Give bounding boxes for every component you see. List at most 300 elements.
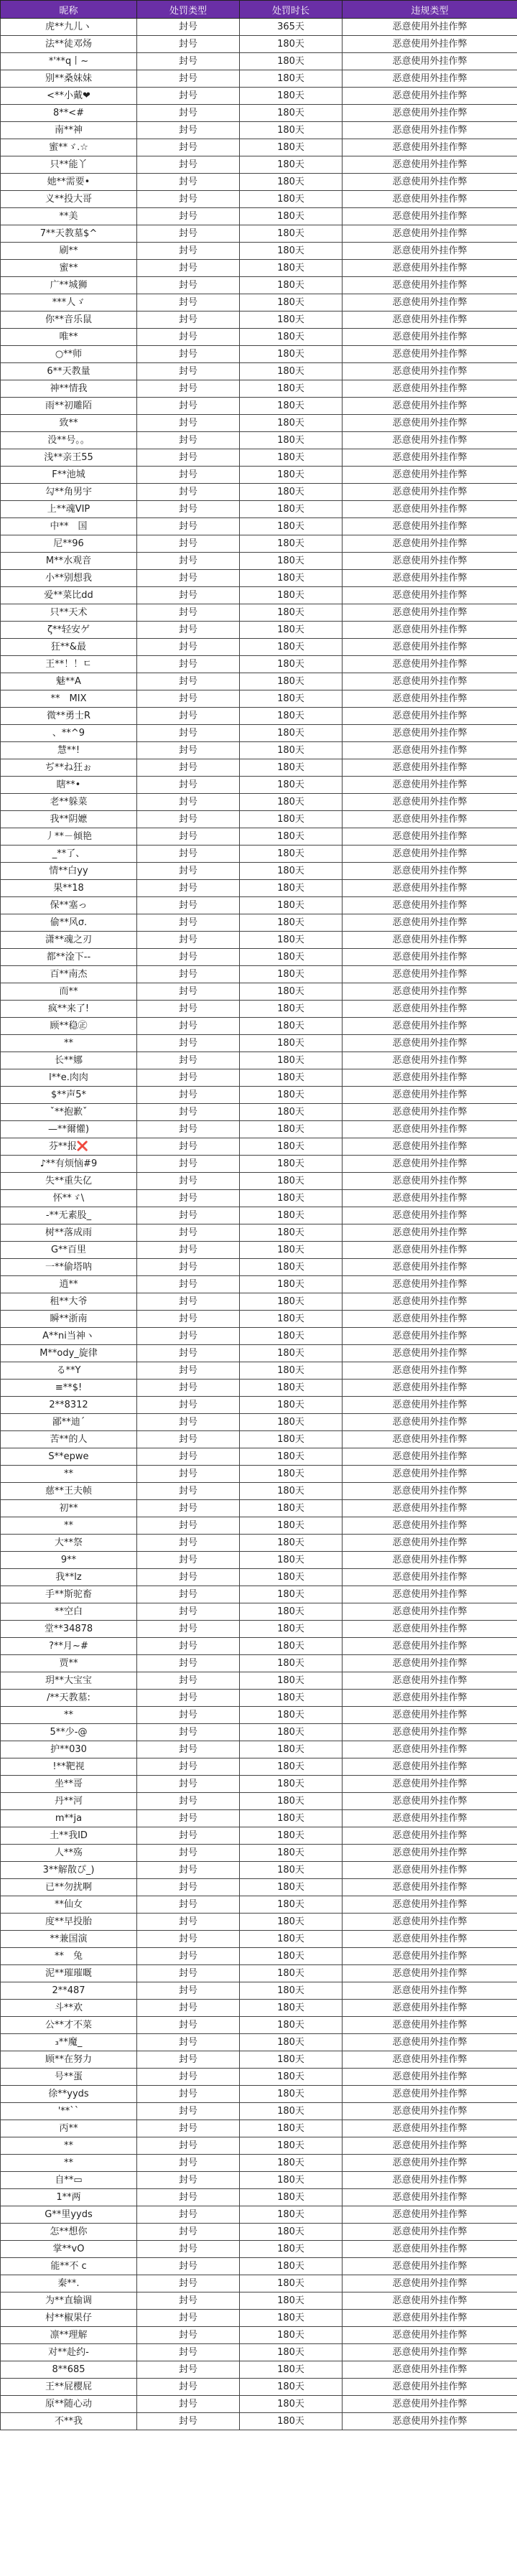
cell-duration: 180天 (240, 863, 343, 880)
cell-violation: 恶意使用外挂作弊 (343, 742, 517, 759)
cell-punish-type: 封号 (137, 1380, 240, 1397)
cell-violation: 恶意使用外挂作弊 (343, 2137, 517, 2155)
cell-duration: 365天 (240, 19, 343, 36)
cell-violation: 恶意使用外挂作弊 (343, 1965, 517, 1982)
cell-nickname: '**ˋ` (1, 2103, 137, 2120)
cell-violation: 恶意使用外挂作弊 (343, 208, 517, 225)
cell-duration: 180天 (240, 1328, 343, 1345)
table-row (1, 1810, 517, 1827)
cell-duration: 180天 (240, 880, 343, 897)
cell-punish-type: 封号 (137, 346, 240, 363)
cell-punish-type: 封号 (137, 53, 240, 70)
cell-punish-type: 封号 (137, 1810, 240, 1827)
table-row (1, 294, 517, 312)
cell-duration: 180天 (240, 2069, 343, 2086)
cell-nickname: 而** (1, 983, 137, 1001)
table-row (1, 1448, 517, 1466)
table-row (1, 1724, 517, 1741)
cell-punish-type: 封号 (137, 966, 240, 983)
cell-punish-type: 封号 (137, 19, 240, 36)
cell-nickname: 魅**A (1, 673, 137, 690)
cell-nickname: 6**天教量 (1, 363, 137, 380)
cell-duration: 180天 (240, 225, 343, 243)
header-punish-type: 处罚类型 (137, 1, 240, 19)
cell-duration: 180天 (240, 1672, 343, 1690)
cell-nickname: <**小戴❤ (1, 88, 137, 105)
cell-violation: 恶意使用外挂作弊 (343, 260, 517, 277)
cell-nickname: 王**！！ㄷ (1, 656, 137, 673)
cell-duration: 180天 (240, 329, 343, 346)
cell-duration: 180天 (240, 277, 343, 294)
table-row (1, 191, 517, 208)
header-violation: 违规类型 (343, 1, 517, 19)
cell-duration: 180天 (240, 1982, 343, 2000)
cell-duration: 180天 (240, 570, 343, 587)
cell-punish-type: 封号 (137, 2258, 240, 2275)
table-row (1, 1224, 517, 1242)
cell-duration: 180天 (240, 105, 343, 122)
cell-violation: 恶意使用外挂作弊 (343, 2310, 517, 2327)
cell-nickname: 爱**菜比dd (1, 587, 137, 604)
cell-nickname: 雨**初雕陌 (1, 398, 137, 415)
table-row (1, 1707, 517, 1724)
cell-punish-type: 封号 (137, 1138, 240, 1156)
table-row (1, 19, 517, 36)
table-row (1, 36, 517, 53)
cell-violation: 恶意使用外挂作弊 (343, 639, 517, 656)
cell-nickname: M**水观音 (1, 553, 137, 570)
cell-violation: 恶意使用外挂作弊 (343, 1776, 517, 1793)
table-row (1, 1845, 517, 1862)
cell-nickname: 8**685 (1, 2361, 137, 2379)
cell-punish-type: 封号 (137, 449, 240, 467)
cell-duration: 180天 (240, 983, 343, 1001)
cell-violation: 恶意使用外挂作弊 (343, 2189, 517, 2206)
table-row (1, 1517, 517, 1535)
cell-nickname: 她**需要• (1, 174, 137, 191)
cell-duration: 180天 (240, 966, 343, 983)
table-row (1, 2086, 517, 2103)
cell-punish-type: 封号 (137, 225, 240, 243)
cell-punish-type: 封号 (137, 1242, 240, 1259)
cell-violation: 恶意使用外挂作弊 (343, 380, 517, 398)
cell-nickname: 义**投大哥 (1, 191, 137, 208)
cell-duration: 180天 (240, 2137, 343, 2155)
table-row (1, 914, 517, 932)
cell-duration: 180天 (240, 398, 343, 415)
cell-duration: 180天 (240, 380, 343, 398)
cell-nickname: ぢ**ね狂ぉ (1, 759, 137, 777)
cell-nickname: 潇**魂之刃 (1, 932, 137, 949)
cell-duration: 180天 (240, 2034, 343, 2051)
cell-nickname: 丙** (1, 2120, 137, 2137)
cell-punish-type: 封号 (137, 1672, 240, 1690)
cell-nickname: 堂**34878 (1, 1621, 137, 1638)
cell-nickname: 原**随心动 (1, 2396, 137, 2413)
cell-nickname: 公**才不菜 (1, 2017, 137, 2034)
cell-violation: 恶意使用外挂作弊 (343, 1069, 517, 1087)
cell-punish-type: 封号 (137, 863, 240, 880)
cell-duration: 180天 (240, 156, 343, 174)
cell-duration: 180天 (240, 1224, 343, 1242)
cell-punish-type: 封号 (137, 1603, 240, 1621)
cell-violation: 恶意使用外挂作弊 (343, 1224, 517, 1242)
cell-nickname: 度**早投胎 (1, 1914, 137, 1931)
cell-punish-type: 封号 (137, 1638, 240, 1655)
table-row (1, 1311, 517, 1328)
cell-punish-type: 封号 (137, 1328, 240, 1345)
cell-violation: 恶意使用外挂作弊 (343, 1190, 517, 1207)
cell-punish-type: 封号 (137, 1879, 240, 1896)
cell-punish-type: 封号 (137, 1001, 240, 1018)
cell-nickname: 中** 国 (1, 518, 137, 535)
cell-nickname: ♪**有烦恼#9 (1, 1156, 137, 1173)
cell-violation: 恶意使用外挂作弊 (343, 725, 517, 742)
cell-violation: 恶意使用外挂作弊 (343, 1931, 517, 1948)
cell-nickname: る**Y (1, 1362, 137, 1380)
table-row (1, 553, 517, 570)
cell-duration: 180天 (240, 2224, 343, 2241)
cell-punish-type: 封号 (137, 1293, 240, 1311)
cell-duration: 180天 (240, 1707, 343, 1724)
cell-punish-type: 封号 (137, 329, 240, 346)
table-row (1, 2224, 517, 2241)
cell-violation: 恶意使用外挂作弊 (343, 88, 517, 105)
table-row (1, 2258, 517, 2275)
table-row (1, 811, 517, 828)
cell-nickname: ** MIX (1, 690, 137, 708)
cell-duration: 180天 (240, 2344, 343, 2361)
cell-punish-type: 封号 (137, 1982, 240, 2000)
table-row (1, 518, 517, 535)
table-row (1, 983, 517, 1001)
cell-violation: 恶意使用外挂作弊 (343, 277, 517, 294)
cell-nickname: 5**少-@ (1, 1724, 137, 1741)
table-row (1, 2069, 517, 2086)
cell-duration: 180天 (240, 1018, 343, 1035)
cell-nickname: **空白 (1, 1603, 137, 1621)
cell-punish-type: 封号 (137, 1448, 240, 1466)
cell-violation: 恶意使用外挂作弊 (343, 1259, 517, 1276)
cell-duration: 180天 (240, 2310, 343, 2327)
table-row (1, 380, 517, 398)
cell-punish-type: 封号 (137, 518, 240, 535)
table-row (1, 2206, 517, 2224)
table-row (1, 2379, 517, 2396)
cell-nickname: 号**蛋 (1, 2069, 137, 2086)
cell-nickname: l**e.肉肉 (1, 1069, 137, 1087)
cell-punish-type: 封号 (137, 1483, 240, 1500)
cell-nickname: —**爾懽) (1, 1121, 137, 1138)
table-row (1, 1156, 517, 1173)
cell-nickname: 蜜**ゞ.☆ (1, 139, 137, 156)
cell-violation: 恶意使用外挂作弊 (343, 1242, 517, 1259)
cell-duration: 180天 (240, 1069, 343, 1087)
table-row (1, 1586, 517, 1603)
cell-punish-type: 封号 (137, 122, 240, 139)
cell-punish-type: 封号 (137, 2310, 240, 2327)
table-row (1, 1827, 517, 1845)
cell-violation: 恶意使用外挂作弊 (343, 1500, 517, 1517)
cell-nickname: 你**音乐鼠 (1, 312, 137, 329)
cell-violation: 恶意使用外挂作弊 (343, 1104, 517, 1121)
table-row (1, 570, 517, 587)
cell-nickname: 果**18 (1, 880, 137, 897)
cell-nickname: 狂**&最 (1, 639, 137, 656)
cell-nickname: 坐**哥 (1, 1776, 137, 1793)
cell-duration: 180天 (240, 53, 343, 70)
cell-punish-type: 封号 (137, 1931, 240, 1948)
cell-duration: 180天 (240, 811, 343, 828)
cell-nickname: _**了、 (1, 846, 137, 863)
cell-duration: 180天 (240, 535, 343, 553)
cell-punish-type: 封号 (137, 2206, 240, 2224)
cell-punish-type: 封号 (137, 277, 240, 294)
cell-duration: 180天 (240, 2327, 343, 2344)
cell-violation: 恶意使用外挂作弊 (343, 191, 517, 208)
cell-punish-type: 封号 (137, 1156, 240, 1173)
table-row (1, 1535, 517, 1552)
table-row (1, 846, 517, 863)
cell-violation: 恶意使用外挂作弊 (343, 139, 517, 156)
cell-punish-type: 封号 (137, 880, 240, 897)
table-row (1, 2189, 517, 2206)
cell-duration: 180天 (240, 2206, 343, 2224)
cell-nickname: 慈**王夫帧 (1, 1483, 137, 1500)
cell-violation: 恶意使用外挂作弊 (343, 2413, 517, 2430)
cell-nickname: 勾**角男宇 (1, 484, 137, 501)
cell-punish-type: 封号 (137, 1862, 240, 1879)
cell-nickname: 瞬**浙南 (1, 1311, 137, 1328)
cell-punish-type: 封号 (137, 2051, 240, 2069)
table-row (1, 1655, 517, 1672)
table-row (1, 1965, 517, 1982)
cell-punish-type: 封号 (137, 2137, 240, 2155)
cell-violation: 恶意使用外挂作弊 (343, 1414, 517, 1431)
cell-violation: 恶意使用外挂作弊 (343, 1345, 517, 1362)
table-row (1, 156, 517, 174)
cell-nickname: 刷** (1, 243, 137, 260)
table-row (1, 1466, 517, 1483)
cell-duration: 180天 (240, 88, 343, 105)
table-row (1, 1069, 517, 1087)
cell-nickname: 2**8312 (1, 1397, 137, 1414)
cell-duration: 180天 (240, 1896, 343, 1914)
table-row (1, 1431, 517, 1448)
cell-nickname: ** (1, 1707, 137, 1724)
table-row (1, 2361, 517, 2379)
cell-violation: 恶意使用外挂作弊 (343, 759, 517, 777)
cell-violation: 恶意使用外挂作弊 (343, 2069, 517, 2086)
cell-punish-type: 封号 (137, 1776, 240, 1793)
cell-punish-type: 封号 (137, 1845, 240, 1862)
cell-nickname: 小**别想我 (1, 570, 137, 587)
table-row (1, 1052, 517, 1069)
table-row (1, 1896, 517, 1914)
cell-punish-type: 封号 (137, 2224, 240, 2241)
cell-punish-type: 封号 (137, 174, 240, 191)
table-row (1, 1776, 517, 1793)
table-row (1, 260, 517, 277)
cell-punish-type: 封号 (137, 1362, 240, 1380)
cell-nickname: 偷**风σ. (1, 914, 137, 932)
cell-violation: 恶意使用外挂作弊 (343, 1156, 517, 1173)
cell-nickname: **美 (1, 208, 137, 225)
cell-violation: 恶意使用外挂作弊 (343, 1982, 517, 2000)
cell-nickname: /**天教墓: (1, 1690, 137, 1707)
table-row (1, 690, 517, 708)
cell-duration: 180天 (240, 1793, 343, 1810)
cell-punish-type: 封号 (137, 1466, 240, 1483)
cell-nickname: 树**落成雨 (1, 1224, 137, 1242)
cell-violation: 恶意使用外挂作弊 (343, 1362, 517, 1380)
cell-nickname: 7**天教墓$^ (1, 225, 137, 243)
cell-duration: 180天 (240, 2103, 343, 2120)
table-row (1, 1931, 517, 1948)
cell-duration: 180天 (240, 1914, 343, 1931)
cell-violation: 恶意使用外挂作弊 (343, 70, 517, 88)
table-row (1, 1982, 517, 2000)
cell-violation: 恶意使用外挂作弊 (343, 1948, 517, 1965)
cell-nickname: 为**直输调 (1, 2292, 137, 2310)
cell-violation: 恶意使用外挂作弊 (343, 914, 517, 932)
cell-punish-type: 封号 (137, 380, 240, 398)
cell-duration: 180天 (240, 2017, 343, 2034)
cell-duration: 180天 (240, 1621, 343, 1638)
cell-nickname: 9** (1, 1552, 137, 1569)
cell-duration: 180天 (240, 1448, 343, 1466)
header-duration: 处罚时长 (240, 1, 343, 19)
cell-duration: 180天 (240, 1655, 343, 1672)
cell-duration: 180天 (240, 70, 343, 88)
cell-duration: 180天 (240, 1845, 343, 1862)
table-row (1, 2327, 517, 2344)
cell-punish-type: 封号 (137, 846, 240, 863)
cell-violation: 恶意使用外挂作弊 (343, 1724, 517, 1741)
table-row (1, 1552, 517, 1569)
cell-punish-type: 封号 (137, 1207, 240, 1224)
cell-punish-type: 封号 (137, 2379, 240, 2396)
cell-violation: 恶意使用外挂作弊 (343, 570, 517, 587)
cell-punish-type: 封号 (137, 1965, 240, 1982)
cell-violation: 恶意使用外挂作弊 (343, 1535, 517, 1552)
table-row (1, 725, 517, 742)
cell-violation: 恶意使用外挂作弊 (343, 1586, 517, 1603)
cell-punish-type: 封号 (137, 2327, 240, 2344)
cell-nickname: 顾**在努力 (1, 2051, 137, 2069)
table-row (1, 759, 517, 777)
cell-duration: 180天 (240, 1758, 343, 1776)
cell-punish-type: 封号 (137, 2241, 240, 2258)
cell-nickname: -**无素股_ (1, 1207, 137, 1224)
cell-violation: 恶意使用外挂作弊 (343, 863, 517, 880)
table-row (1, 1173, 517, 1190)
table-row (1, 88, 517, 105)
cell-punish-type: 封号 (137, 1552, 240, 1569)
cell-violation: 恶意使用外挂作弊 (343, 1431, 517, 1448)
table-row (1, 1603, 517, 1621)
cell-duration: 180天 (240, 2396, 343, 2413)
cell-violation: 恶意使用外挂作弊 (343, 1569, 517, 1586)
cell-violation: 恶意使用外挂作弊 (343, 1638, 517, 1655)
cell-nickname: 贾** (1, 1655, 137, 1672)
cell-nickname: 情**白yy (1, 863, 137, 880)
cell-punish-type: 封号 (137, 294, 240, 312)
cell-nickname: ζ**轻安ゲ (1, 622, 137, 639)
table-row (1, 1328, 517, 1345)
table-row (1, 2292, 517, 2310)
cell-nickname: 都**淦下-- (1, 949, 137, 966)
cell-punish-type: 封号 (137, 1224, 240, 1242)
cell-duration: 180天 (240, 1138, 343, 1156)
cell-punish-type: 封号 (137, 191, 240, 208)
cell-duration: 180天 (240, 518, 343, 535)
cell-punish-type: 封号 (137, 484, 240, 501)
cell-duration: 180天 (240, 914, 343, 932)
cell-nickname: ** (1, 2155, 137, 2172)
cell-violation: 恶意使用外挂作弊 (343, 1207, 517, 1224)
cell-duration: 180天 (240, 363, 343, 380)
cell-punish-type: 封号 (137, 1431, 240, 1448)
cell-duration: 180天 (240, 1104, 343, 1121)
cell-duration: 180天 (240, 1569, 343, 1586)
cell-duration: 180天 (240, 1879, 343, 1896)
cell-punish-type: 封号 (137, 1069, 240, 1087)
cell-violation: 恶意使用外挂作弊 (343, 19, 517, 36)
table-row (1, 208, 517, 225)
cell-punish-type: 封号 (137, 932, 240, 949)
cell-duration: 180天 (240, 2292, 343, 2310)
cell-punish-type: 封号 (137, 604, 240, 622)
cell-violation: 恶意使用外挂作弊 (343, 1018, 517, 1035)
table-row (1, 139, 517, 156)
cell-punish-type: 封号 (137, 2120, 240, 2137)
cell-duration: 180天 (240, 932, 343, 949)
cell-nickname: 自**▭ (1, 2172, 137, 2189)
cell-nickname: 蜜** (1, 260, 137, 277)
cell-duration: 180天 (240, 846, 343, 863)
cell-violation: 恶意使用外挂作弊 (343, 1173, 517, 1190)
header-row (1, 1, 517, 19)
cell-violation: 恶意使用外挂作弊 (343, 2258, 517, 2275)
cell-nickname: 8**<# (1, 105, 137, 122)
cell-violation: 恶意使用外挂作弊 (343, 2206, 517, 2224)
cell-duration: 180天 (240, 1414, 343, 1431)
cell-nickname: 瞎**• (1, 777, 137, 794)
table-row (1, 742, 517, 759)
cell-punish-type: 封号 (137, 1741, 240, 1758)
cell-duration: 180天 (240, 1362, 343, 1380)
cell-nickname: **兼国演 (1, 1931, 137, 1948)
cell-violation: 恶意使用外挂作弊 (343, 105, 517, 122)
cell-nickname: 2**487 (1, 1982, 137, 2000)
cell-duration: 180天 (240, 759, 343, 777)
cell-punish-type: 封号 (137, 1914, 240, 1931)
cell-violation: 恶意使用外挂作弊 (343, 122, 517, 139)
cell-violation: 恶意使用外挂作弊 (343, 708, 517, 725)
cell-duration: 180天 (240, 191, 343, 208)
cell-violation: 恶意使用外挂作弊 (343, 2120, 517, 2137)
cell-violation: 恶意使用外挂作弊 (343, 1603, 517, 1621)
cell-duration: 180天 (240, 604, 343, 622)
cell-nickname: ≡**$! (1, 1380, 137, 1397)
cell-punish-type: 封号 (137, 1655, 240, 1672)
cell-duration: 180天 (240, 1483, 343, 1500)
table-row (1, 897, 517, 914)
cell-punish-type: 封号 (137, 363, 240, 380)
cell-nickname: *'**q丨~ (1, 53, 137, 70)
cell-nickname: 斗**欢 (1, 2000, 137, 2017)
